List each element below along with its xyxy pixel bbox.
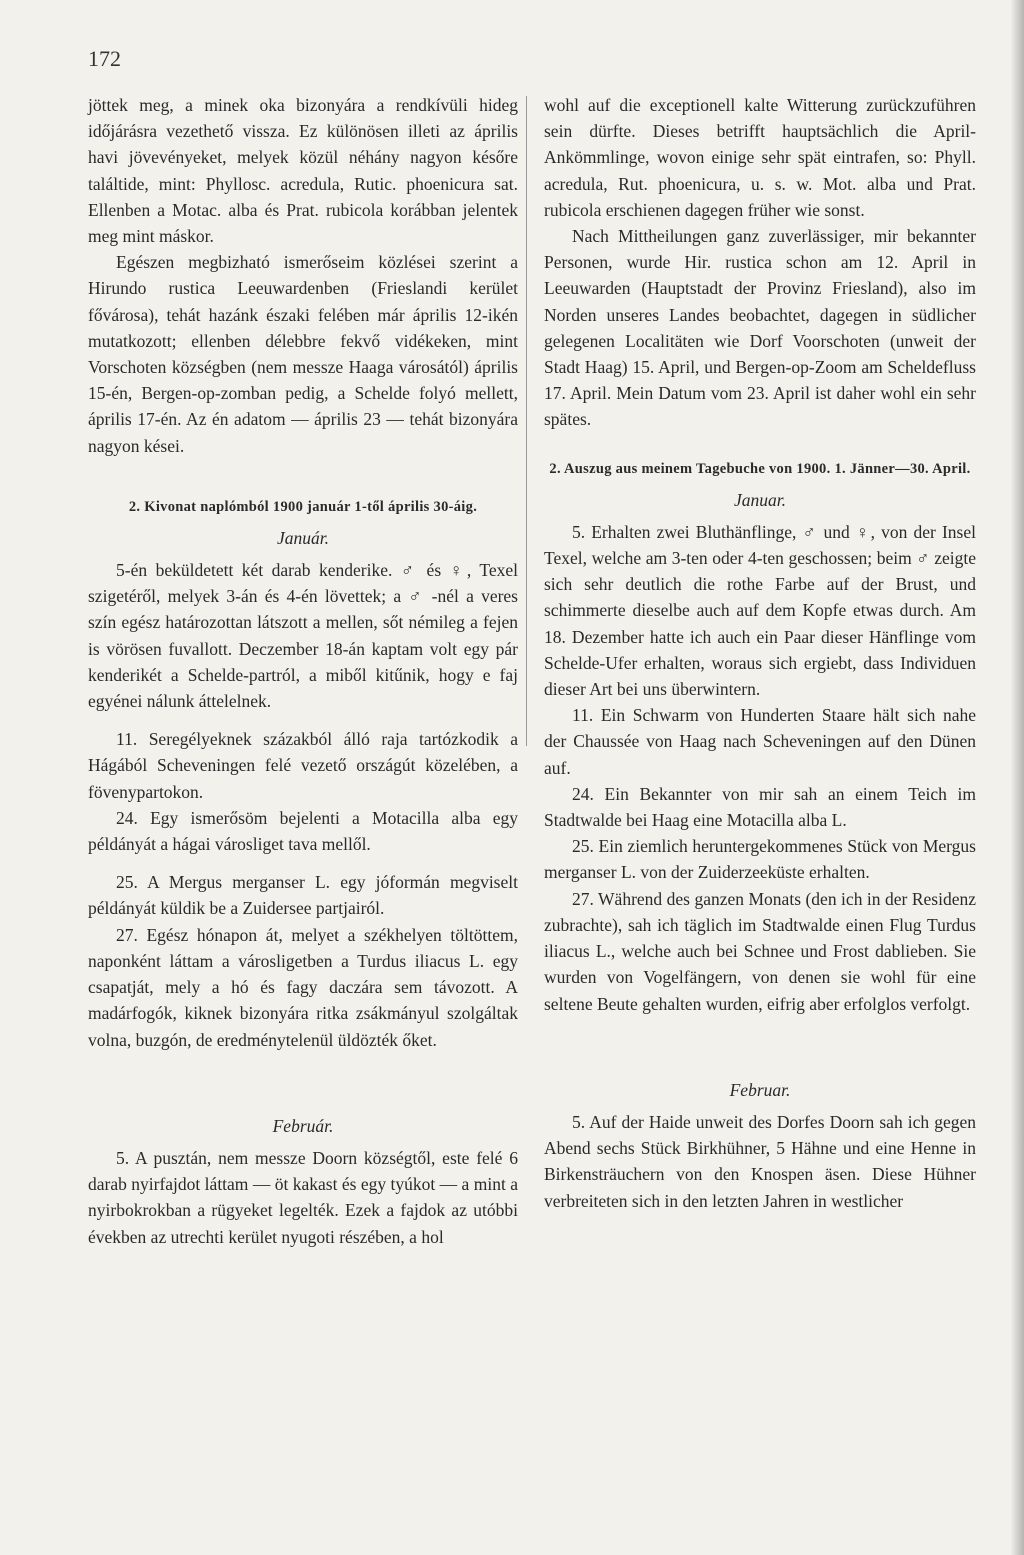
month-heading: Januar.: [733, 489, 786, 510]
entry-paragraph: 11. Ein Schwarm von Hunderten Staare hält sich nahe der Chaussée von Haag nach Scheveningen auf den Dünen auf.: [544, 705, 976, 778]
month-heading: Februar.: [729, 1079, 791, 1100]
entry-paragraph: 27. Während des ganzen Monats (den ich in der Residenz zubrachte), sah ich täglich im Stadtwalde einen Flug Turdus iliacus L., welche auch bei Schnee und Frost dablieben. Sie wurden von Vogelfängern, von denen sie wohl für eine seltene Beute gehalten wurden, eifrig aber erfolglos verfolgt.: [544, 888, 976, 1014]
entry-paragraph: 25. A Mergus merganser L. egy jóformán megviselt példányát küldik be a Zuidersee partjairól.: [88, 872, 518, 919]
german-column: [544, 92, 976, 1214]
paragraph: jöttek meg, a minek oka bizonyára a rendkívüli hideg időjárásra vezethető vissza. Ez különösen illeti az április havi jövevényeket, melyek közül néhány nagyon későre találtide, mint: Phyllosc. acredula, Rutic. phoenicura sat. Ellenben a Motac. alba és Prat. rubicola korábban jelentek meg mint máskor.: [88, 95, 518, 247]
entry-paragraph: 27. Egész hónapon át, melyet a székhelyen töltöttem, naponként láttam a városligetben a Turdus iliacus L. egy csapatját, mely a hó és fagy daczára sem távozott. A madárfogók, kiknek bizonyára ritka zsákmányul szolgáltak volna, buzgón, de eredménytelenül üldözték őket.: [88, 924, 518, 1050]
entry-paragraph: 5. Auf der Haide unweit des Dorfes Doorn sah ich gegen Abend sechs Stück Birkhühner, 5 Hähne und eine Henne in Birkensträuchern von den Knospen äsen. Diese Hühner verbreiteten sich in den letzten Jahren in westlicher: [544, 1111, 976, 1211]
month-heading: Január.: [276, 527, 329, 548]
page-edge-shadow: [1010, 0, 1024, 1555]
section-heading: 2. Auszug aus meinem Tagebuche von 1900. 1. Jänner—30. April.: [549, 460, 971, 477]
page-number: 172: [88, 46, 121, 71]
section-heading: 2. Kivonat naplómból 1900 január 1-től április 30-áig.: [128, 498, 478, 515]
entry-paragraph: 5. Erhalten zwei Bluthänflinge, ♂ und ♀, von der Insel Texel, welche am 3-ten oder 4-ten geschossen; beim ♂ zeigte sich sehr deutlich die rothe Farbe auf der Brust, und schimmerte dieselbe auch auf dem Kopfe etwas durch. Am 18. Dezember hatte ich auch ein Paar dieser Hänflinge vom Schelde-Ufer erhalten, woraus sich ergiebt, dass Individuen dieser Art bei uns überwintern.: [544, 521, 976, 700]
month-heading: Február.: [272, 1115, 334, 1136]
paragraph: Nach Mittheilungen ganz zuverlässiger, mir bekannter Personen, wurde Hir. rustica schon am 12. April in Leeuwarden (Hauptstadt der Provinz Friesland), also im Norden unseres Landes beobachtet, dagegen in südlicher gelegenen Localitäten wie Dorf Voorschoten (unweit der Stadt Haag) 15. April, und Bergen-op-Zoom am Scheldefluss 17. April. Mein Datum vom 23. April ist daher wohl ein sehr spätes.: [544, 226, 976, 430]
entry-paragraph: 25. Ein ziemlich heruntergekommenes Stück von Mergus merganser L. von der Zuiderzeeküste erhalten.: [544, 836, 976, 883]
hungarian-column: [88, 92, 518, 1250]
entry-paragraph: 11. Seregélyeknek százakból álló raja tartózkodik a Hágából Scheveningen felé vezető országút közelében, a fövenypartokon.: [88, 729, 518, 802]
paragraph: Egészen megbizható ismerőseim közlései szerint a Hirundo rustica Leeuwardenben (Frieslandi kerület fővárosa), tehát hazánk északi felében már április 12-ikén mutatkozott; ellenben délebbre fekvő vidékeken, mint Vorschoten községben (nem messze Haaga városától) április 15-én, Bergen-op-zomban pedig, a Schelde folyó mellett, április 17-én. Az én adatom — április 23 — tehát bizonyára nagyon kései.: [88, 252, 518, 456]
entry-paragraph: 5. A pusztán, nem messze Doorn községtől, este felé 6 darab nyirfajdot láttam — öt kakast és egy tyúkot — a mint a nyirbokrokban a rügyeket legelték. Ezek a fajdok az utóbbi években az utrechti kerület nyugoti részében, a hol: [88, 1147, 518, 1247]
column-divider: [526, 96, 527, 746]
entry-paragraph: 24. Egy ismerősöm bejelenti a Motacilla alba egy példányát a hágai városliget tava mellől.: [88, 807, 518, 855]
entry-paragraph: 24. Ein Bekannter von mir sah an einem Teich im Stadtwalde bei Haag eine Motacilla alba L.: [544, 783, 976, 831]
entry-paragraph: 5-én beküldetett két darab kenderike. ♂ és ♀, Texel szigetéről, melyek 3-án és 4-én lövettek; a ♂ -nél a veres szín egész határozottan látszott a mellen, sőt némileg a fejen is vörösen fuvallott. Deczember 18-án kaptam volt egy pár kenderikét a Schelde-partról, a miből kitűnik, hogy e faj egyénei nálunk áttelelnek.: [88, 560, 518, 712]
paragraph: wohl auf die exceptionell kalte Witterung zurückzuführen sein dürfte. Dieses betrifft hauptsächlich die April-Ankömmlinge, wovon einige sehr spät eintrafen, so: Phyll. acredula, Rut. phoenicura, u. s. w. Mot. alba und Prat. rubicola erschienen dagegen früher wie sonst.: [544, 95, 976, 220]
